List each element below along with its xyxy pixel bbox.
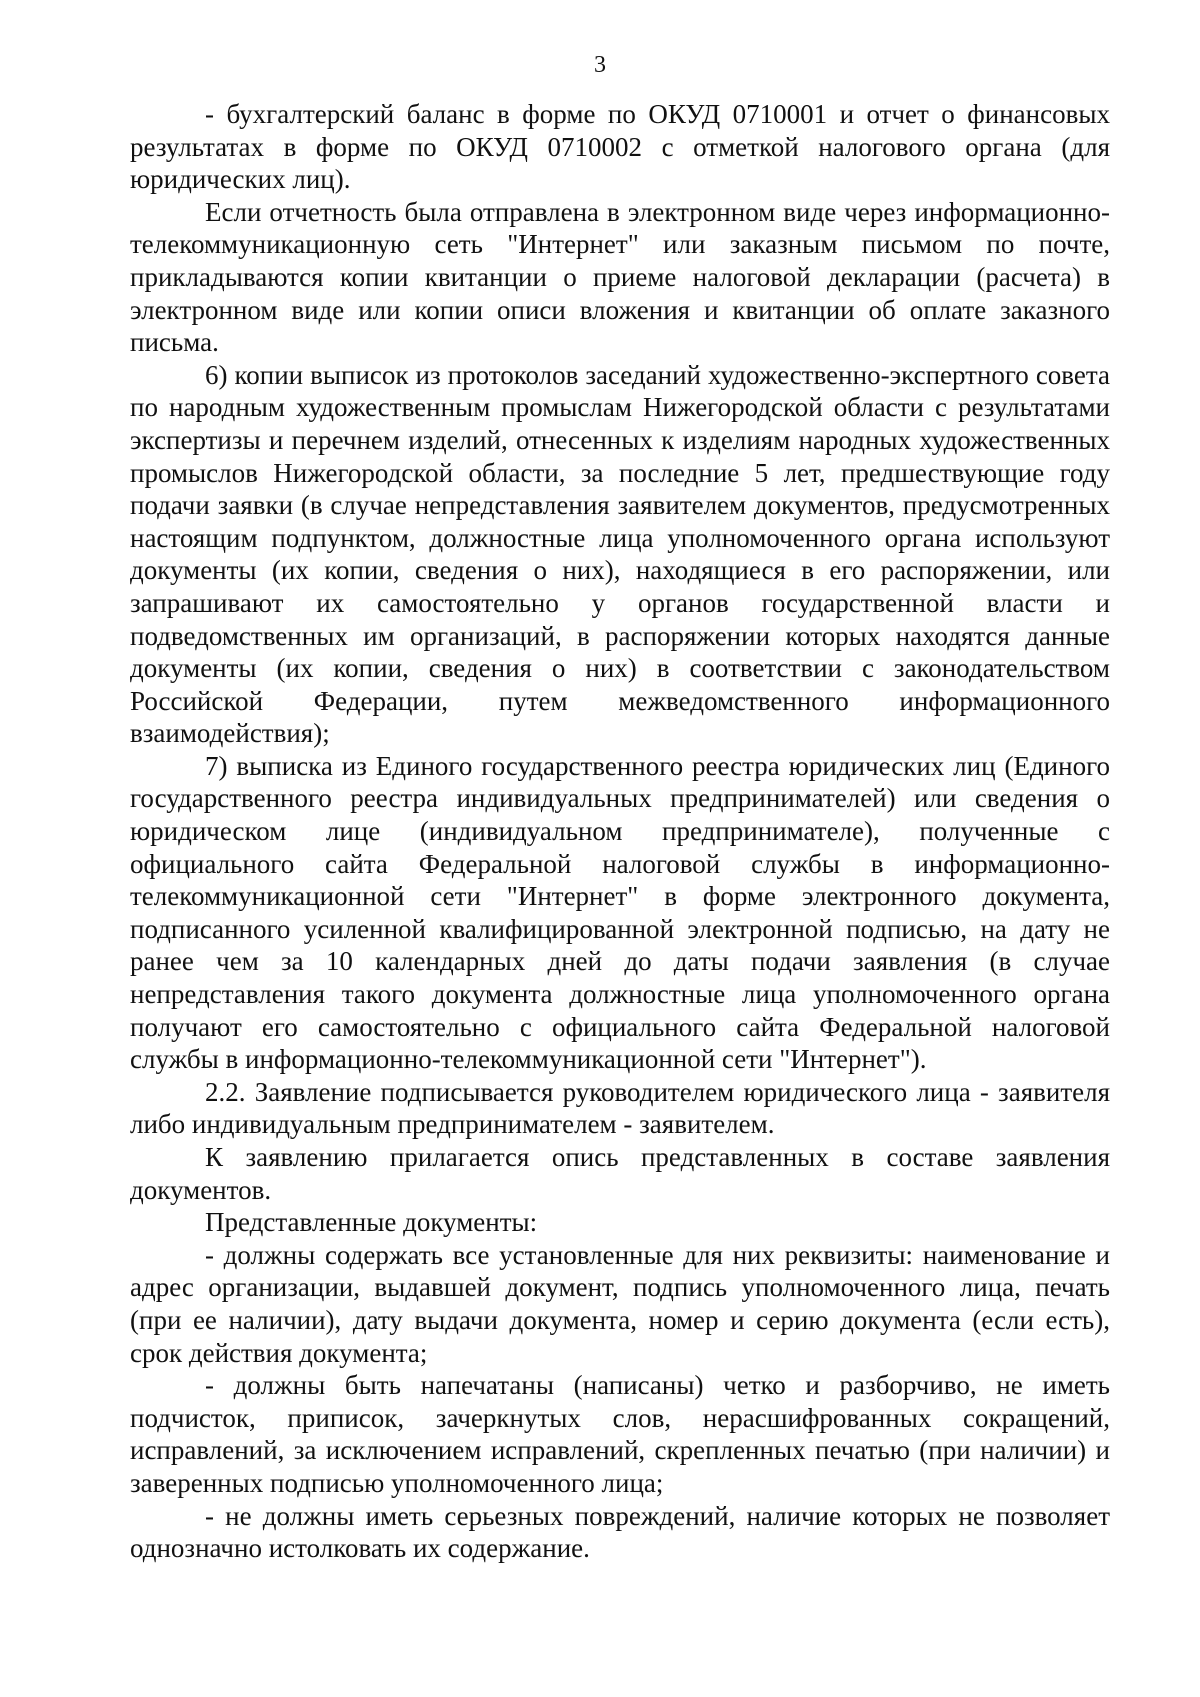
- paragraph-electronic-reporting: Если отчетность была отправлена в электронном виде через информационно-телекоммуникационную сеть "Интернет" или заказным письмом по почте, прикладываются копии квитанции о приеме налоговой декларации (расчета) в электронном виде или копии описи вложения и квитанции об оплате заказного письма.: [130, 196, 1110, 358]
- page-number: 3: [594, 52, 606, 78]
- paragraph-legibility: - должны быть напечатаны (написаны) четко и разборчиво, не иметь подчисток, приписок, зачеркнутых слов, нерасшифрованных сокращений, исправлений, за исключением исправлений, скрепленных печатью (при наличии) и заверенных подписью уполномоченного лица;: [130, 1370, 1110, 1498]
- paragraph-damage: - не должны иметь серьезных повреждений, наличие которых не позволяет однозначно истолковать их содержание.: [130, 1500, 1110, 1564]
- paragraph-requisites: - должны содержать все установленные для них реквизиты: наименование и адрес организации, выдавшей документ, подпись уполномоченного лица, печать (при ее наличии), дату выдачи документа, номер и серию документа (если есть), срок действия документа;: [130, 1239, 1110, 1368]
- paragraph-item-7: 7) выписка из Единого государственного реестра юридических лиц (Единого государственного реестра индивидуальных предпринимателей) или сведения о юридическом лице (индивидуальном предпринимателе), полученные с официального сайта Федеральной налоговой службы в информационно-телекоммуникационной сети "Интернет" в форме электронного документа, подписанного усиленной квалифицированной электронной подписью, на дату не ранее чем за 10 календарных дней до даты подачи заявления (в случае непредставления такого документа должностные лица уполномоченного органа получают его самостоятельно с официального сайта Федеральной налоговой службы в информационно-телекоммуникационной сети "Интернет").: [130, 750, 1110, 1075]
- paragraph-inventory: К заявлению прилагается опись представленных в составе заявления документов.: [130, 1142, 1110, 1205]
- paragraph-balance-sheet: - бухгалтерский баланс в форме по ОКУД 0710001 и отчет о финансовых результатах в форме по ОКУД 0710002 с отметкой налогового органа (для юридических лиц).: [130, 99, 1110, 195]
- paragraph-item-6: 6) копии выписок из протоколов заседаний художественно-экспертного совета по народным художественным промыслам Нижегородской области с результатами экспертизы и перечнем изделий, отнесенных к изделиям народных художественных промыслов Нижегородской области, за последние 5 лет, предшествующие году подачи заявки (в случае непредставления заявителем документов, предусмотренных настоящим подпунктом, должностные лица уполномоченного органа используют документы (их копии, сведения о них), находящиеся в его распоряжении, или запрашивают их самостоятельно у органов государственной власти и подведомственных им организаций, в распоряжении которых находятся данные документы (их копии, сведения о них) в соответствии с законодательством Российской Федерации, путем межведомственного информационного взаимодействия);: [130, 359, 1110, 749]
- paragraph-2-2: 2.2. Заявление подписывается руководителем юридического лица - заявителя либо индивидуальным предпринимателем - заявителем.: [130, 1076, 1110, 1140]
- paragraph-documents-heading: Представленные документы:: [205, 1207, 538, 1238]
- document-body: [130, 98, 1110, 1565]
